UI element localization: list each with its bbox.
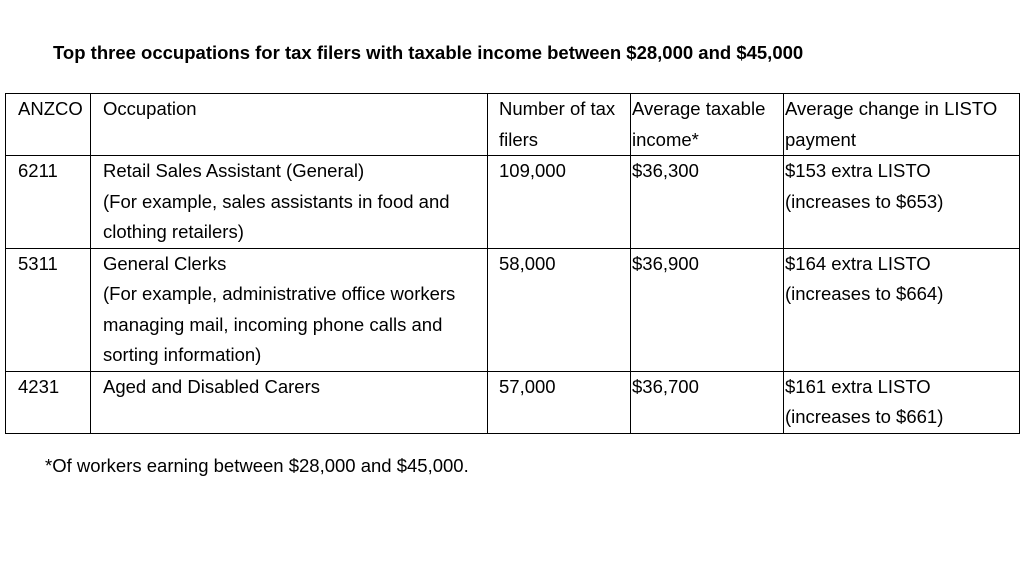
cell-number-of-filers (488, 371, 631, 433)
anzco-code: 5311 (18, 252, 58, 274)
income-value: $36,700 (632, 375, 699, 397)
header-change-line-1: Average change in LISTO (785, 98, 998, 119)
anzco-code: 4231 (18, 375, 60, 397)
cell-occupation (91, 248, 488, 371)
header-occupation (91, 94, 488, 156)
cell-average-income (631, 248, 784, 371)
cell-occupation (91, 156, 488, 249)
table-row (6, 156, 1020, 249)
table-row (6, 371, 1020, 433)
cell-number-of-filers (488, 156, 631, 249)
occupation-example-line: (For example, sales assistants in food and (103, 190, 450, 212)
cell-number-of-filers (488, 248, 631, 371)
occupation-example-line: managing mail, incoming phone calls and (103, 313, 443, 335)
header-change-line-2: payment (785, 128, 856, 150)
income-value: $36,300 (632, 160, 699, 181)
cell-average-change (784, 156, 1020, 249)
cell-occupation (91, 371, 488, 433)
header-anzco-line: ANZCO (18, 98, 83, 119)
occupation-example-line: clothing retailers) (103, 221, 244, 242)
change-value: $153 extra LISTO (785, 160, 931, 181)
header-occupation-line: Occupation (103, 98, 197, 119)
header-income-line-2: income* (632, 128, 699, 150)
change-value: $161 extra LISTO (785, 375, 931, 397)
cell-average-income (631, 156, 784, 249)
change-detail: (increases to $664) (785, 283, 944, 304)
anzco-code: 6211 (18, 160, 58, 181)
footnote: *Of workers earning between $28,000 and $45,000. (45, 455, 469, 476)
header-filers-line-1: Number of tax (499, 98, 616, 119)
header-anzco (6, 94, 91, 156)
cell-anzco (6, 156, 91, 249)
table-header-row (6, 94, 1020, 156)
header-average-taxable-income (631, 94, 784, 156)
cell-anzco (6, 248, 91, 371)
header-income-line-1: Average taxable (632, 98, 766, 119)
filers-value: 58,000 (499, 252, 556, 274)
occupations-table (5, 93, 1020, 434)
occupation-name: Aged and Disabled Carers (103, 375, 320, 397)
header-filers-line-2: filers (499, 128, 539, 150)
occupation-name: Retail Sales Assistant (General) (103, 160, 365, 181)
header-number-of-tax-filers (488, 94, 631, 156)
occupation-example-line: (For example, administrative office workers (103, 283, 456, 304)
occupation-name: General Clerks (103, 252, 227, 274)
cell-average-change (784, 248, 1020, 371)
filers-value: 57,000 (499, 375, 556, 397)
filers-value: 109,000 (499, 160, 566, 181)
table-title: Top three occupations for tax filers with taxable income between $28,000 and $45,000 (53, 42, 804, 63)
cell-anzco (6, 371, 91, 433)
income-value: $36,900 (632, 252, 699, 274)
header-average-change-listo (784, 94, 1020, 156)
table-row (6, 248, 1020, 371)
change-detail: (increases to $661) (785, 406, 944, 427)
change-value: $164 extra LISTO (785, 252, 931, 274)
occupation-example-line: sorting information) (103, 344, 262, 365)
cell-average-income (631, 371, 784, 433)
change-detail: (increases to $653) (785, 190, 944, 212)
cell-average-change (784, 371, 1020, 433)
